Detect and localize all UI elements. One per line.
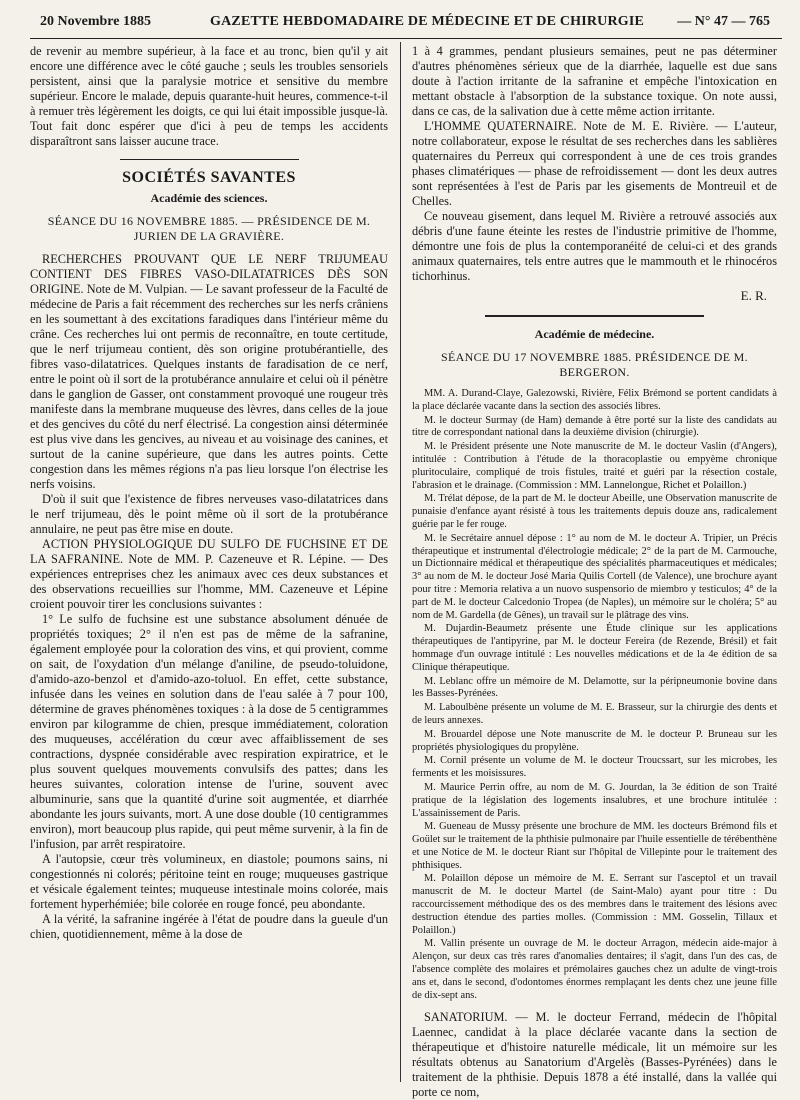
proceedings-item: M. Cornil présente un volume de M. le docteur Troucssart, sur les microbes, les ferments et les moisissures. bbox=[412, 755, 777, 780]
running-header bbox=[40, 14, 770, 36]
intro-paragraph: de revenir au membre supérieur, à la face et au tronc, bien qu'il y ait encore une différence avec le côté gauche ; seuls les troubles sensoriels persistent, ainsi que la paralysie motrice et sensitive du membre supérieur. Encore le malade, depuis quarante-huit heures, commence-t-il à remuer très légèrement les doigts, ce qui lui était impossible jusque-là. Tout fait donc espérer que d'ici à peu de temps les accidents disparaîtront sans laisser aucune trace. bbox=[30, 44, 388, 148]
seance-heading: SÉANCE DU 17 NOVEMBRE 1885. PRÉSIDENCE DE M. BERGERON. bbox=[441, 350, 748, 379]
proceedings-item: M. Vallin présente un ouvrage de M. le docteur Arragon, médecin aide-major à Alençon, sur deux cas très rares d'anomalies dentaires; il s'agit, dans l'un des cas, de l'absence complète des molaires et prémolaires gauches chez un adulte de vingt-trois ans et, dans le second, d'odontomes énormes remplaçant les dents chez une jeune fille de dix-sept ans. bbox=[412, 938, 777, 1001]
proceedings-item: M. Maurice Perrin offre, au nom de M. G. Jourdan, la 3e édition de son Traité pratique de la législation des logements insalubres, et une brochure intitulée : L'assainissement de Paris. bbox=[412, 781, 777, 819]
proceedings-item: M. Polaillon dépose un mémoire de M. E. Serrant sur l'asceptol et un travail manuscrit de M. le docteur Martel (de Saint-Malo) ayant pour titre : Du raccourcissement méthodique des os des membres dans le traitement des lésions avec destruction étendue des parties molles. (Commission : MM. Gosselin, Tillaux et Polaillon.) bbox=[412, 873, 777, 936]
article-paragraph: ACTION PHYSIOLOGIQUE DU SULFO DE FUCHSINE ET DE LA SAFRANINE. Note de MM. P. Cazeneuve et R. Lépine. — Des expériences entreprises chez les animaux avec ces deux substances et des observations recueillies sur l'homme, MM. Cazeneuve et Lépine croient pouvoir tirer les conclusions suivantes : bbox=[30, 537, 388, 611]
header-rule bbox=[30, 38, 782, 39]
article-paragraph: 1° Le sulfo de fuchsine est une substance absolument dénuée de propriétés toxiques; 2° il n'en est pas de même de la safranine, également employée pour la coloration des vins, et qui provient, comme on sait, de l'oxydation d'un mélange d'aniline, de pseudo-toluidone, d'amido-azo-benzol et d'amido-azo-toluol. En effet, cette substance, infusée dans les veines en solution dans de l'eau salée à 7 pour 100, détermine de graves phénomènes toxiques : à la dose de 5 centigrammes environ par kilogramme de chien, presque immédiatement, coloration des muqueuses, accélération du cœur avec affaiblissement de ses contractions, dyspnée considérable avec respiration expiratrice, et le plus souvent quelques mouvements convulsifs des pattes; dans les heures suivantes, coloration intense de l'urine, souvent avec albuminurie, sans que la quantité d'urine soit augmentée, et diarrhée abondante les jours suivants, mort. A une dose double (10 centigrammes environ), mort beaucoup plus rapide, qui peut même survenir, à la fin de l'infusion, par arrêt respiratoire. bbox=[30, 612, 388, 851]
proceedings-item: M. Brouardel dépose une Note manuscrite de M. le docteur P. Bruneau sur les propriétés physiologiques du propylène. bbox=[412, 728, 777, 753]
header-title: GAZETTE HEBDOMADAIRE DE MÉDECINE ET DE CHIRURGIE bbox=[210, 14, 645, 29]
proceedings-item: M. Laboulbène présente un volume de M. E. Brasseur, sur la chirurgie des dents et de leurs annexes. bbox=[412, 702, 777, 726]
proceedings-item: M. le Secrétaire annuel dépose : 1° au nom de M. le docteur A. Tripier, un Précis thérapeutique et instrumental d'électrologie médicale; 2° de la part de M. Carmouche, un Dictionnaire médical et thérapeutique des spécialités pharmaceutiques et médicales; 3° au nom de M. le docteur José Maria Quilis Cortell (de Valence), une brochure ayant pour titre : Memoria relativa a un nuovo suspensorio de miembro y testiculos; 4° de la part de M. le docteur Calcedonio Tropea (de Naples), un mémoire sur le choléra; 5° au nom de M. Gardella (de Gênes), un travail sur le plâtrage des vins. bbox=[412, 532, 777, 621]
section-separator bbox=[485, 315, 704, 317]
proceedings-item: MM. A. Durand-Claye, Galezowski, Rivière, Félix Brémond se portent candidats à la place déclarée vacante dans la section des associés libres. bbox=[412, 388, 777, 412]
article-paragraph: L'HOMME QUATERNAIRE. Note de M. E. Rivière. — L'auteur, notre collaborateur, expose le résultat de ses recherches dans les sablières quaternaires du Perreux qui correspondent à une de ces trois grandes phases climatériques — phase de refroidissement — dont les deux autres sont représentées à l'est de Paris par les gisements de Montreuil et de Chelles. bbox=[412, 119, 777, 208]
seance-heading: SÉANCE DU 16 NOVEMBRE 1885. — PRÉSIDENCE DE M. JURIEN DE LA GRAVIÈRE. bbox=[47, 214, 371, 243]
left-column bbox=[30, 44, 388, 1080]
article-paragraph: A l'autopsie, cœur très volumineux, en diastole; poumons sains, ni congestionnés ni colorés; péritoine teint en rouge; muqueuses gastrique et vésicale également teintes; muqueuse intestinale moins colorée, mais fortement hyperhémiée; bile colorée en rouge foncé, peu abondante. bbox=[30, 852, 388, 911]
article-paragraph: 1 à 4 grammes, pendant plusieurs semaines, peut ne pas déterminer d'autres phénomènes sérieux que de la diarrhée, laquelle est due sans doute à l'action irritante de la safranine et empêche l'intoxication en mettant obstacle à l'absorption de la substance toxique. On note aussi, dans ce cas, de la salivation due à cette même action irritante. bbox=[412, 44, 777, 118]
proceedings-item: M. le Président présente une Note manuscrite de M. le docteur Vaslin (d'Angers), intitulée : Contribution à l'étude de la thoracoplastie ou empyème chronique pluritoculaire, compliqué de trois fistules, traité et guéri par la résection costale, l'abrasion et le drainage. (Commission : MM. Lannelongue, Richet et Polaillon.) bbox=[412, 441, 777, 491]
article-paragraph: SANATORIUM. — M. le docteur Ferrand, médecin de l'hôpital Laennec, candidat à la place déclarée vacante dans la section de thérapeutique et d'histoire naturelle médicale, lit un mémoire sur les résultats obtenus au Sanatorium d'Argelès (Basses-Pyrénées) dans le traitement de la phthisie. Depuis 1878 a été installé, dans la vallée qui porte ce nom, bbox=[412, 1010, 777, 1100]
section-title: SOCIÉTÉS SAVANTES bbox=[122, 169, 296, 186]
proceedings-item: M. Dujardin-Beaumetz présente une Étude clinique sur les applications thérapeutiques de l'antipyrine, par M. le docteur Fereira (de Rezende, Brésil) et fait hommage d'un ouvrage intitulé : Les nouvelles médications et de la 4e édition de sa Clinique thérapeutique. bbox=[412, 623, 777, 673]
author-signature: E. R. bbox=[740, 288, 767, 303]
header-issue-page: — N° 47 — 765 bbox=[677, 14, 770, 29]
proceedings-item: M. Leblanc offre un mémoire de M. Delamotte, sur la péripneumonie bovine dans les Basses-Pyrénées. bbox=[412, 675, 777, 700]
section-separator bbox=[120, 159, 299, 160]
proceedings-list bbox=[412, 388, 777, 1002]
subsection-title: Académie de médecine. bbox=[534, 327, 655, 341]
article-paragraph: Ce nouveau gisement, dans lequel M. Rivière a retrouvé associés aux débris d'une faune éteinte les restes de l'industrie primitive de l'homme, démontre une fois de plus la contemporanéité de celui-ci et des grands animaux quaternaires, tels entre autres que le mammouth et le rhinocéros tichorhinus. bbox=[412, 209, 777, 283]
article-paragraph: RECHERCHES PROUVANT QUE LE NERF TRIJUMEAU CONTIENT DES FIBRES VASO-DILATATRICES DÈS SON ORIGINE. Note de M. Vulpian. — Le savant professeur de la Faculté de médecine de Paris a fait récemment des recherches sur les nerfs crâniens en les soumettant à des excitations faradiques dans l'intérieur même du crâne. Ces recherches lui ont permis de reconnaître, en toute certitude, que le nerf trijumeau contient, dès son origine protubérantielle, des fibres vaso-dilatatrices. Quelques instants de faradisation de ce nerf, entre le point où il sort de la protubérance annulaire et celui où il pénètre dans le ganglion de Gasser, ont constamment provoqué une rougeur très manifeste dans la membrane muqueuse des lèvres, dans celles de la joue et des gencives du côté du nerf électrisé. La congestion ainsi déterminée est plus vive dans les gencives, au niveau et au voisinage des canines, et surtout de la canine supérieure, que dans les autres points. Cette congestion dans les mêmes régions n'a pas lieu lorsque l'on électrise les nerfs voisins. bbox=[30, 252, 388, 491]
right-column bbox=[412, 44, 777, 1100]
article-paragraph: A la vérité, la safranine ingérée à l'état de poudre dans la gueule d'un chien, quotidiennement, même à la dose de bbox=[30, 912, 388, 941]
proceedings-item: M. Trélat dépose, de la part de M. le docteur Abeille, une Observation manuscrite de punaisie d'enfance ayant résisté à tous les traitements depuis douze ans, radicalement guérie par le fer rouge. bbox=[412, 493, 777, 530]
column-rule bbox=[400, 42, 401, 1082]
proceedings-item: M. le docteur Surmay (de Ham) demande à être porté sur la liste des candidats au titre de correspondant national dans la deuxième division (chirurgie). bbox=[412, 414, 777, 439]
proceedings-item: M. Gueneau de Mussy présente une brochure de MM. les docteurs Brémond fils et Goület sur le traitement de la phthisie pulmonaire par l'huile essentielle de térébenthène et une Notice de M. le docteur Riant sur l'hôpital de Villepinte pour le traitement des phthisiques. bbox=[412, 821, 777, 871]
article-paragraph: D'où il suit que l'existence de fibres nerveuses vaso-dilatatrices dans le nerf trijumeau, dès le point même où il sort de la protubérance annulaire, ne peut pas être mise en doute. bbox=[30, 492, 388, 536]
header-date: 20 Novembre 1885 bbox=[40, 14, 151, 29]
subsection-title: Académie des sciences. bbox=[150, 191, 268, 205]
